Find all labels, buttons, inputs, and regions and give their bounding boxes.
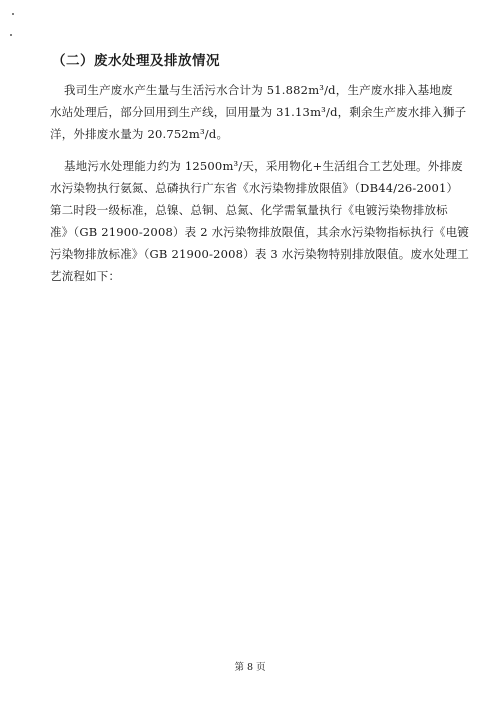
paragraph-line: 第二时段一级标准，总镍、总铜、总氮、化学需氧量执行《电镀污染物排放标	[50, 203, 448, 217]
paragraph-line: 艺流程如下：	[50, 269, 121, 283]
paragraph-line: 污染物排放标准》（GB 21900-2008）表 3 水污染物特别排放限值。废水处理工	[50, 247, 470, 261]
paragraph-line: 洋，外排废水量为 20.752m³/d。	[50, 127, 229, 141]
scan-speck	[10, 34, 12, 36]
section-heading: （二）废水处理及排放情况	[52, 53, 220, 69]
paragraph-line: 基地污水处理能力约为 12500m³/天，采用物化+生活组合工艺处理。外排废	[64, 159, 463, 173]
paragraph-line: 准》（GB 21900-2008）表 2 水污染物排放限值，其余水污染物指标执行《电镀	[50, 225, 470, 239]
paragraph-line: 水站处理后，部分回用到生产线，回用量为 31.13m³/d，剩余生产废水排入狮子	[50, 105, 467, 119]
scan-speck	[12, 13, 14, 15]
paragraph-line: 我司生产废水产生量与生活污水合计为 51.882m³/d，生产废水排入基地废	[64, 83, 453, 97]
page-number: 第 8 页	[234, 662, 266, 673]
paragraph-treatment-standards	[50, 155, 470, 287]
paragraph-line: 水污染物执行氨氮、总磷执行广东省《水污染物排放限值》（DB44/26-2001）	[50, 181, 459, 195]
paragraph-wastewater-volume	[50, 79, 467, 145]
